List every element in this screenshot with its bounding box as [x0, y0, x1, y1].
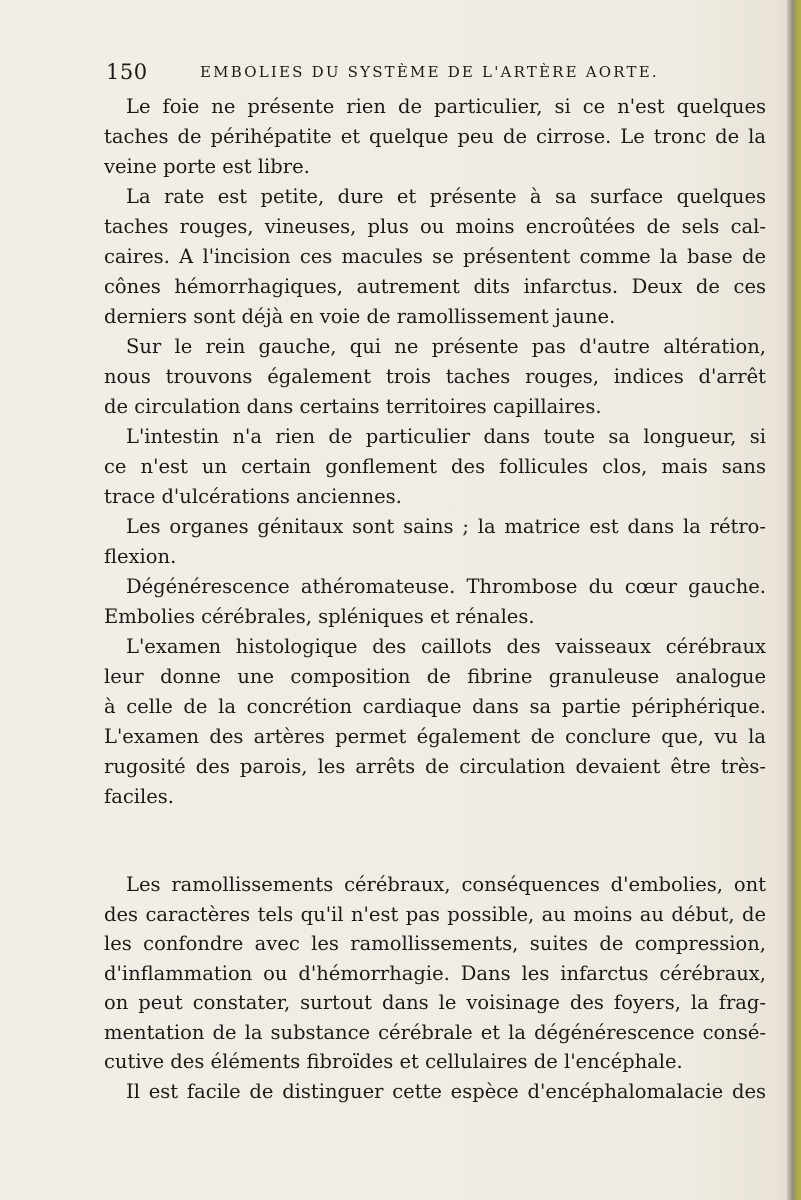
page-number: 150: [106, 60, 148, 84]
page-header: [106, 56, 706, 86]
text-line: cutive des éléments fibroïdes et cellulaires de l'encéphale.: [104, 1050, 683, 1073]
running-title: EMBOLIES DU SYSTÈME DE L'ARTÈRE AORTE.: [200, 63, 659, 81]
text-line: mentation de la substance cérébrale et la dégénérescence consé-: [104, 1020, 766, 1044]
text-block-2: [104, 870, 766, 1106]
text-line: ce n'est un certain gonflement des follicules clos, mais sans: [104, 455, 766, 478]
text-line: caires. A l'incision ces macules se présentent comme la base de: [104, 245, 766, 268]
text-line: nous trouvons également trois taches rouges, indices d'arrêt: [104, 365, 766, 388]
text-line: taches de périhépatite et quelque peu de cirrose. Le tronc de la: [104, 125, 766, 148]
text-line: trace d'ulcérations anciennes.: [104, 485, 402, 508]
text-line: on peut constater, surtout dans le voisinage des foyers, la frag-: [104, 991, 766, 1014]
text-line: Embolies cérébrales, spléniques et rénales.: [104, 605, 535, 628]
page-edge: [787, 0, 801, 1200]
text-line: les confondre avec les ramollissements, suites de compression,: [104, 932, 766, 955]
text-line: rugosité des parois, les arrêts de circulation devaient être très-: [104, 755, 766, 778]
text-line: La rate est petite, dure et présente à sa surface quelques: [126, 185, 766, 208]
text-line: L'examen histologique des caillots des vaisseaux cérébraux: [126, 635, 766, 658]
text-line: Dégénérescence athéromateuse. Thrombose du cœur gauche.: [126, 575, 766, 598]
text-line: faciles.: [104, 785, 174, 808]
text-line: des caractères tels qu'il n'est pas possible, au moins au début, de: [104, 902, 766, 926]
text-line: Les organes génitaux sont sains ; la matrice est dans la rétro-: [126, 515, 766, 538]
text-line: derniers sont déjà en voie de ramollissement jaune.: [104, 305, 616, 328]
text-line: L'examen des artères permet également de conclure que, vu la: [104, 725, 766, 748]
text-block-1: [104, 92, 766, 812]
text-line: à celle de la concrétion cardiaque dans sa partie périphérique.: [104, 695, 766, 718]
text-line: cônes hémorrhagiques, autrement dits infarctus. Deux de ces: [104, 275, 766, 298]
text-line: Le foie ne présente rien de particulier, si ce n'est quelques: [126, 95, 766, 118]
text-line: Il est facile de distinguer cette espèce d'encéphalomalacie des: [126, 1079, 766, 1103]
text-line: taches rouges, vineuses, plus ou moins encroûtées de sels cal-: [104, 215, 766, 238]
text-line: L'intestin n'a rien de particulier dans toute sa longueur, si: [126, 425, 766, 448]
text-line: Sur le rein gauche, qui ne présente pas d'autre altération,: [126, 335, 766, 358]
text-line: Les ramollissements cérébraux, conséquences d'embolies, ont: [126, 873, 766, 896]
text-line: flexion.: [104, 545, 177, 568]
text-line: leur donne une composition de fibrine granuleuse analogue: [104, 665, 766, 688]
text-line: d'inflammation ou d'hémorrhagie. Dans les infarctus cérébraux,: [104, 961, 766, 985]
text-line: veine porte est libre.: [104, 155, 310, 178]
text-line: de circulation dans certains territoires capillaires.: [104, 395, 602, 418]
